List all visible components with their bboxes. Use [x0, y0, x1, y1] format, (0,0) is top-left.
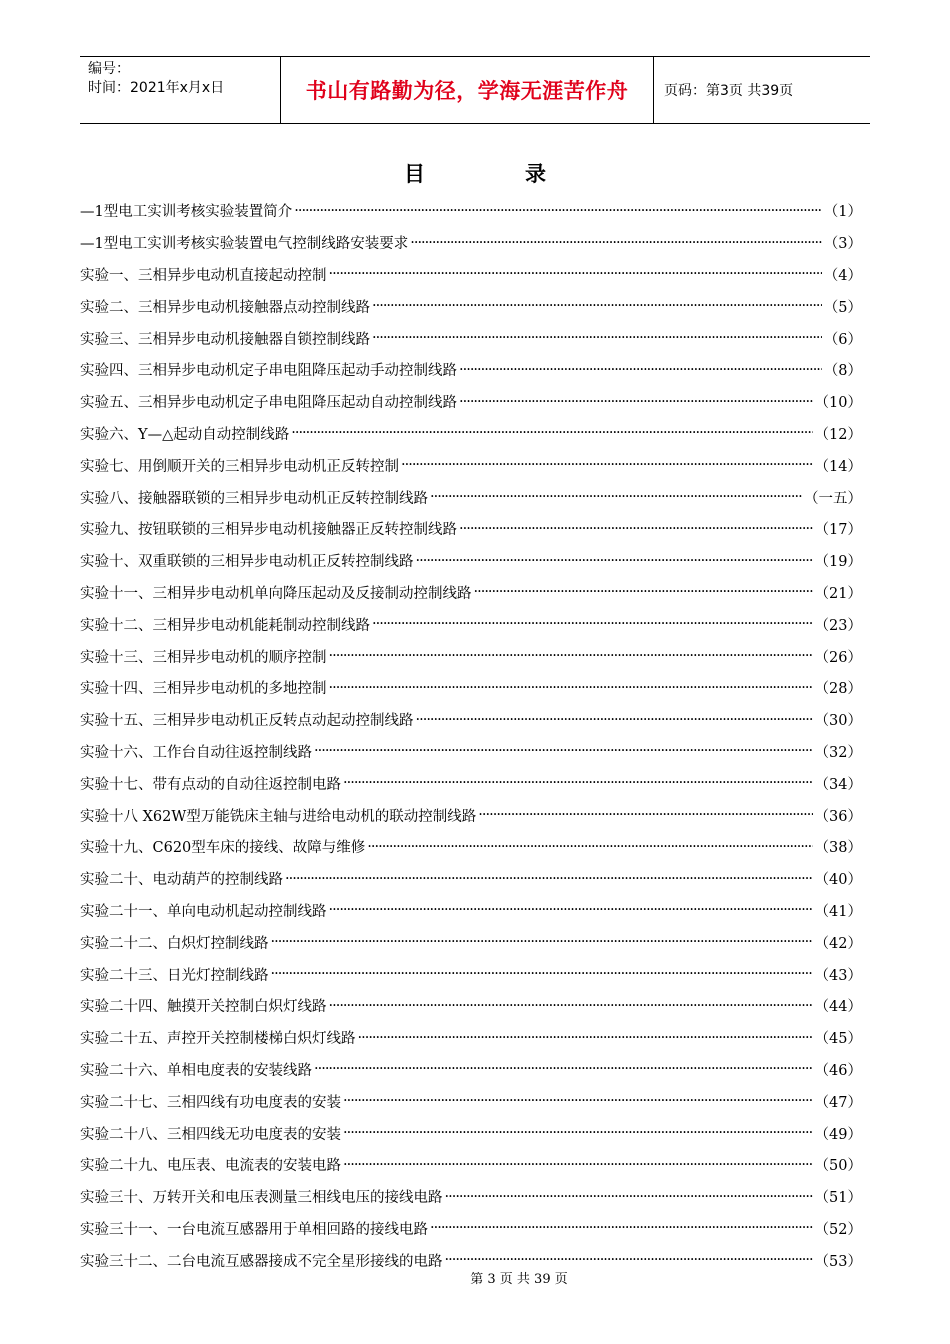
toc-entry-title: 实验二十九、电压表、电流表的安装电路 — [80, 1158, 341, 1175]
toc-dot-leader — [372, 330, 822, 346]
toc-dot-leader — [294, 203, 822, 219]
toc-entry[interactable] — [80, 608, 870, 640]
toc-entry-page: （52） — [814, 1221, 862, 1238]
toc-entry[interactable] — [80, 195, 870, 227]
toc-title-right: 录 — [525, 161, 546, 186]
toc-entry-page: （51） — [814, 1190, 862, 1207]
toc-dot-leader — [367, 839, 812, 855]
toc-entry-page: （3） — [823, 236, 862, 253]
toc-entry[interactable] — [80, 704, 870, 736]
toc-entry[interactable] — [80, 1054, 870, 1086]
toc-dot-leader — [291, 425, 812, 441]
toc-entry-page: （46） — [814, 1062, 862, 1079]
toc-entry-title: 实验二十四、触摸开关控制白炽灯线路 — [80, 999, 327, 1016]
toc-entry-title: 实验二十八、三相四线无功电度表的安装 — [80, 1126, 341, 1143]
toc-entry-page: （一五） — [804, 490, 862, 507]
page-footer: 第 3 页 共 39 页 — [470, 1272, 568, 1287]
toc-entry[interactable] — [80, 767, 870, 799]
toc-entry-page: （6） — [823, 331, 862, 348]
toc-entry[interactable] — [80, 481, 870, 513]
toc-entry-page: （43） — [814, 967, 862, 984]
toc-entry-page: （10） — [814, 395, 862, 412]
toc-dot-leader — [459, 521, 813, 537]
toc-entry[interactable] — [80, 418, 870, 450]
toc-entry-page: （32） — [814, 744, 862, 761]
toc-dot-leader — [314, 743, 813, 759]
table-of-contents — [80, 195, 870, 1276]
toc-dot-leader — [329, 266, 822, 282]
toc-entry-page: （47） — [814, 1094, 862, 1111]
toc-dot-leader — [329, 902, 813, 918]
toc-dot-leader — [343, 1093, 813, 1109]
toc-entry-title: 实验三十、万转开关和电压表测量三相线电压的接线电路 — [80, 1190, 443, 1207]
toc-entry[interactable] — [80, 1022, 870, 1054]
toc-entry-title: 实验十七、带有点动的自动往返控制电路 — [80, 776, 341, 793]
header-meta-cell — [80, 57, 281, 123]
toc-entry-page: （45） — [814, 1031, 862, 1048]
toc-entry-title: 实验十一、三相异步电动机单向降压起动及反接制动控制线路 — [80, 585, 472, 602]
toc-title-left: 目 — [404, 161, 425, 186]
toc-entry[interactable] — [80, 831, 870, 863]
toc-entry-title: 实验二十五、声控开关控制楼梯白炽灯线路 — [80, 1031, 356, 1048]
toc-entry-page: （34） — [814, 776, 862, 793]
toc-dot-leader — [329, 998, 813, 1014]
toc-entry[interactable] — [80, 354, 870, 386]
toc-entry-title: 实验二十一、单向电动机起动控制线路 — [80, 903, 327, 920]
toc-entry-title: 实验一、三相异步电动机直接起动控制 — [80, 267, 327, 284]
toc-entry-page: （21） — [814, 585, 862, 602]
toc-entry[interactable] — [80, 1213, 870, 1245]
toc-entry-page: （50） — [814, 1158, 862, 1175]
toc-entry-page: （17） — [814, 522, 862, 539]
toc-entry-page: （38） — [814, 840, 862, 857]
toc-entry[interactable] — [80, 926, 870, 958]
toc-entry-page: （49） — [814, 1126, 862, 1143]
toc-entry-title: 实验三十二、二台电流互感器接成不完全星形接线的电路 — [80, 1253, 443, 1270]
toc-entry[interactable] — [80, 640, 870, 672]
toc-entry-page: （23） — [814, 617, 862, 634]
toc-dot-leader — [478, 807, 812, 823]
toc-entry[interactable] — [80, 1181, 870, 1213]
toc-entry-title: 实验二十六、单相电度表的安装线路 — [80, 1062, 312, 1079]
toc-entry-title: 实验三十一、一台电流互感器用于单相回路的接线电路 — [80, 1221, 428, 1238]
toc-entry-page: （30） — [814, 713, 862, 730]
toc-entry[interactable] — [80, 672, 870, 704]
toc-entry[interactable] — [80, 259, 870, 291]
toc-entry-page: （1） — [823, 204, 862, 221]
toc-entry[interactable] — [80, 736, 870, 768]
toc-entry-title: 实验五、三相异步电动机定子串电阻降压起动自动控制线路 — [80, 395, 457, 412]
toc-entry-title: 实验八、接触器联锁的三相异步电动机正反转控制线路 — [80, 490, 428, 507]
toc-dot-leader — [358, 1030, 813, 1046]
toc-entry-page: （53） — [814, 1253, 862, 1270]
toc-dot-leader — [343, 1125, 813, 1141]
toc-dot-leader — [401, 457, 813, 473]
toc-dot-leader — [343, 775, 813, 791]
toc-entry-title: 实验二十二、白炽灯控制线路 — [80, 935, 269, 952]
toc-entry[interactable] — [80, 895, 870, 927]
header-motto: 书山有路勤为径，学海无涯苦作舟 — [281, 57, 654, 123]
toc-entry[interactable] — [80, 386, 870, 418]
toc-entry-page: （5） — [823, 299, 862, 316]
toc-entry[interactable] — [80, 545, 870, 577]
toc-entry-title: 实验十六、工作台自动往返控制线路 — [80, 744, 312, 761]
toc-dot-leader — [459, 362, 822, 378]
toc-dot-leader — [430, 1220, 813, 1236]
toc-title — [0, 158, 950, 188]
toc-entry-title: 实验十四、三相异步电动机的多地控制 — [80, 681, 327, 698]
toc-entry-page: （8） — [823, 363, 862, 380]
toc-entry-title: 实验十八 X62W型万能铣床主轴与进给电动机的联动控制线路 — [80, 808, 477, 825]
toc-dot-leader — [410, 235, 822, 251]
toc-dot-leader — [343, 1157, 813, 1173]
toc-entry-page: （42） — [814, 935, 862, 952]
toc-entry-title: —1型电工实训考核实验装置简介 — [80, 204, 293, 221]
toc-entry[interactable] — [80, 863, 870, 895]
toc-entry-title: 实验六、Y—△起动自动控制线路 — [80, 426, 290, 443]
toc-entry-title: 实验十五、三相异步电动机正反转点动起动控制线路 — [80, 713, 414, 730]
toc-dot-leader — [285, 871, 813, 887]
toc-entry[interactable] — [80, 290, 870, 322]
toc-entry[interactable] — [80, 990, 870, 1022]
toc-dot-leader — [445, 1189, 813, 1205]
toc-entry-page: （40） — [814, 872, 862, 889]
number-label: 编号： — [88, 61, 130, 77]
toc-dot-leader — [372, 298, 822, 314]
toc-entry-title: 实验二十、电动葫芦的控制线路 — [80, 872, 283, 889]
header-page-label: 页码：第3页 共39页 — [664, 83, 794, 99]
toc-dot-leader — [329, 680, 813, 696]
toc-entry-title: 实验二十三、日光灯控制线路 — [80, 967, 269, 984]
toc-entry[interactable] — [80, 449, 870, 481]
toc-dot-leader — [271, 934, 813, 950]
toc-entry[interactable] — [80, 1149, 870, 1181]
toc-dot-leader — [430, 489, 802, 505]
toc-entry[interactable] — [80, 322, 870, 354]
toc-entry-page: （12） — [814, 426, 862, 443]
toc-entry-title: —1型电工实训考核实验装置电气控制线路安装要求 — [80, 236, 409, 253]
toc-entry[interactable] — [80, 577, 870, 609]
toc-entry-page: （14） — [814, 458, 862, 475]
toc-entry[interactable] — [80, 1117, 870, 1149]
toc-entry-title: 实验三、三相异步电动机接触器自锁控制线路 — [80, 331, 370, 348]
toc-dot-leader — [416, 712, 813, 728]
toc-entry-title: 实验十九、C620型车床的接线、故障与维修 — [80, 840, 366, 857]
toc-entry-page: （44） — [814, 999, 862, 1016]
toc-dot-leader — [372, 616, 813, 632]
toc-entry[interactable] — [80, 958, 870, 990]
toc-dot-leader — [329, 648, 813, 664]
toc-dot-leader — [271, 966, 813, 982]
toc-entry-title: 实验二十七、三相四线有功电度表的安装 — [80, 1094, 341, 1111]
toc-entry-page: （19） — [814, 554, 862, 571]
toc-entry-title: 实验十二、三相异步电动机能耗制动控制线路 — [80, 617, 370, 634]
toc-entry[interactable] — [80, 799, 870, 831]
toc-entry-page: （41） — [814, 903, 862, 920]
toc-entry-page: （36） — [814, 808, 862, 825]
time-label: 时间：2021年x月x日 — [88, 80, 225, 96]
page-header-table — [80, 56, 870, 124]
toc-dot-leader — [459, 394, 813, 410]
toc-dot-leader — [416, 553, 813, 569]
toc-entry[interactable] — [80, 1085, 870, 1117]
toc-dot-leader — [314, 1061, 813, 1077]
toc-dot-leader — [474, 584, 813, 600]
toc-entry-page: （28） — [814, 681, 862, 698]
toc-entry-title: 实验十三、三相异步电动机的顺序控制 — [80, 649, 327, 666]
toc-dot-leader — [445, 1252, 813, 1268]
toc-entry-page: （26） — [814, 649, 862, 666]
toc-entry-page: （4） — [823, 267, 862, 284]
toc-entry-title: 实验七、用倒顺开关的三相异步电动机正反转控制 — [80, 458, 399, 475]
toc-entry-title: 实验二、三相异步电动机接触器点动控制线路 — [80, 299, 370, 316]
toc-entry-title: 实验四、三相异步电动机定子串电阻降压起动手动控制线路 — [80, 363, 457, 380]
toc-entry-title: 实验九、按钮联锁的三相异步电动机接触器正反转控制线路 — [80, 522, 457, 539]
toc-entry[interactable] — [80, 227, 870, 259]
toc-entry[interactable] — [80, 513, 870, 545]
toc-entry-title: 实验十、双重联锁的三相异步电动机正反转控制线路 — [80, 554, 414, 571]
